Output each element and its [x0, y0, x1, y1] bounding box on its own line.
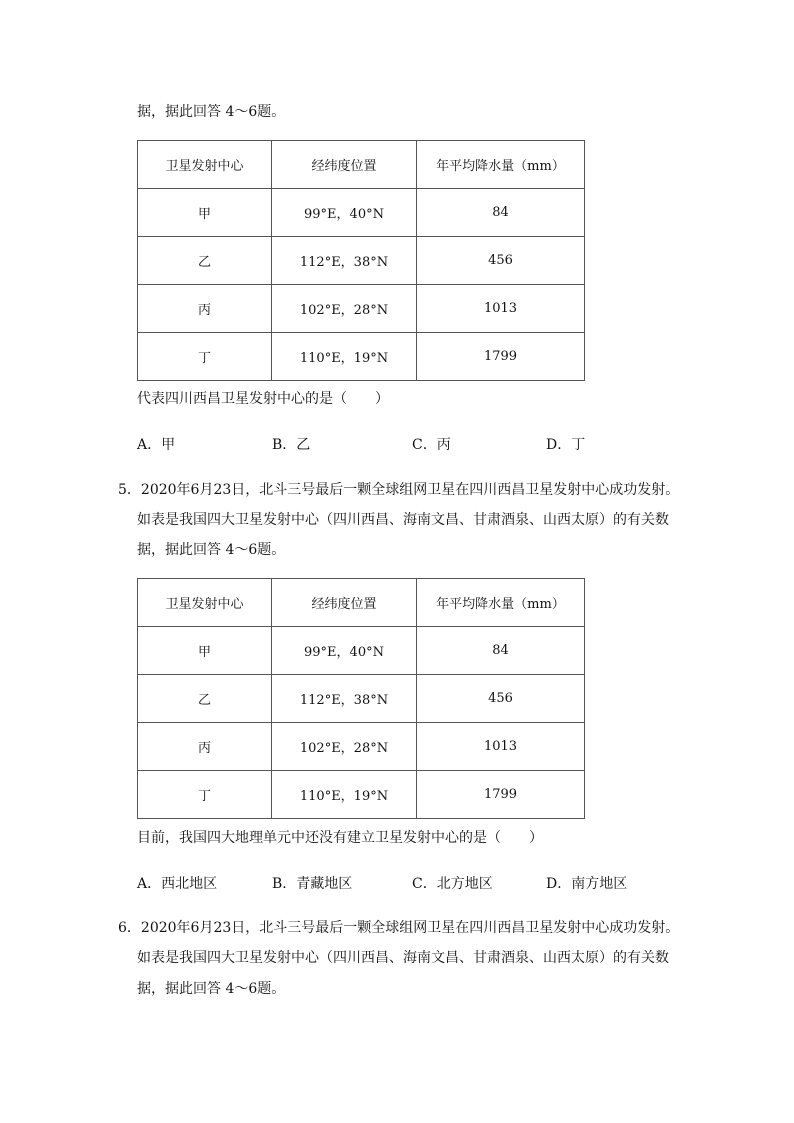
- table-cell: 99°E，40°N: [272, 627, 417, 675]
- table-row: [138, 675, 585, 723]
- launch-center-table-1: [137, 140, 585, 381]
- table-header-row: [138, 579, 585, 627]
- table-cell: 99°E，40°N: [272, 189, 417, 237]
- table-row: [138, 285, 585, 333]
- table-row: [138, 237, 585, 285]
- table-cell: 丙: [138, 723, 272, 771]
- table-cell: 丙: [138, 285, 272, 333]
- q4-option-a[interactable]: A．甲: [137, 437, 176, 453]
- table-row: [138, 723, 585, 771]
- q5-line-2: 如表是我国四大卫星发射中心（四川西昌、海南文昌、甘肃酒泉、山西太原）的有关数: [137, 512, 669, 528]
- q5-option-d[interactable]: D．南方地区: [546, 876, 628, 892]
- q5-line-3: 据，据此回答 4～6题。: [137, 542, 286, 558]
- q4-option-d[interactable]: D．丁: [546, 437, 586, 453]
- table-cell: 1799: [417, 333, 585, 381]
- table-header-cell: 年平均降水量（mm）: [417, 579, 585, 627]
- table-cell: 1799: [417, 771, 585, 819]
- table-cell: 112°E，38°N: [272, 237, 417, 285]
- table-header-row: [138, 141, 585, 189]
- q4-stem: 代表四川西昌卫星发射中心的是（ ）: [137, 391, 389, 407]
- launch-center-table-2: [137, 578, 585, 819]
- table-header-cell: 卫星发射中心: [138, 141, 272, 189]
- q5-line-1: 5．2020年6月23日，北斗三号最后一颗全球组网卫星在四川西昌卫星发射中心成功发射。: [118, 482, 680, 498]
- table-cell: 甲: [138, 627, 272, 675]
- q4-option-b[interactable]: B．乙: [272, 437, 311, 453]
- table-row: [138, 771, 585, 819]
- table-row: [138, 627, 585, 675]
- table-cell: 456: [417, 237, 585, 285]
- q6-line-3: 据，据此回答 4～6题。: [137, 981, 286, 997]
- table-cell: 84: [417, 627, 585, 675]
- table-cell: 1013: [417, 723, 585, 771]
- table-cell: 110°E，19°N: [272, 333, 417, 381]
- table-cell: 丁: [138, 333, 272, 381]
- table-cell: 102°E，28°N: [272, 285, 417, 333]
- table-cell: 102°E，28°N: [272, 723, 417, 771]
- q4-intro-tail: 据，据此回答 4～6题。: [137, 104, 286, 120]
- table-header-cell: 卫星发射中心: [138, 579, 272, 627]
- table-cell: 1013: [417, 285, 585, 333]
- table-header-cell: 经纬度位置: [272, 141, 417, 189]
- table-cell: 乙: [138, 675, 272, 723]
- table-cell: 乙: [138, 237, 272, 285]
- table-header-cell: 年平均降水量（mm）: [417, 141, 585, 189]
- table-cell: 丁: [138, 771, 272, 819]
- q5-stem: 目前，我国四大地理单元中还没有建立卫星发射中心的是（ ）: [137, 830, 543, 846]
- q5-option-a[interactable]: A．西北地区: [137, 876, 218, 892]
- table-row: [138, 333, 585, 381]
- table-cell: 456: [417, 675, 585, 723]
- q6-line-1: 6．2020年6月23日，北斗三号最后一颗全球组网卫星在四川西昌卫星发射中心成功发射。: [118, 920, 680, 936]
- q5-option-c[interactable]: C．北方地区: [412, 876, 493, 892]
- table-cell: 84: [417, 189, 585, 237]
- q4-option-c[interactable]: C．丙: [412, 437, 451, 453]
- q6-line-2: 如表是我国四大卫星发射中心（四川西昌、海南文昌、甘肃酒泉、山西太原）的有关数: [137, 950, 669, 966]
- table-header-cell: 经纬度位置: [272, 579, 417, 627]
- q5-option-b[interactable]: B．青藏地区: [272, 876, 353, 892]
- table-cell: 112°E，38°N: [272, 675, 417, 723]
- table-cell: 甲: [138, 189, 272, 237]
- table-cell: 110°E，19°N: [272, 771, 417, 819]
- table-row: [138, 189, 585, 237]
